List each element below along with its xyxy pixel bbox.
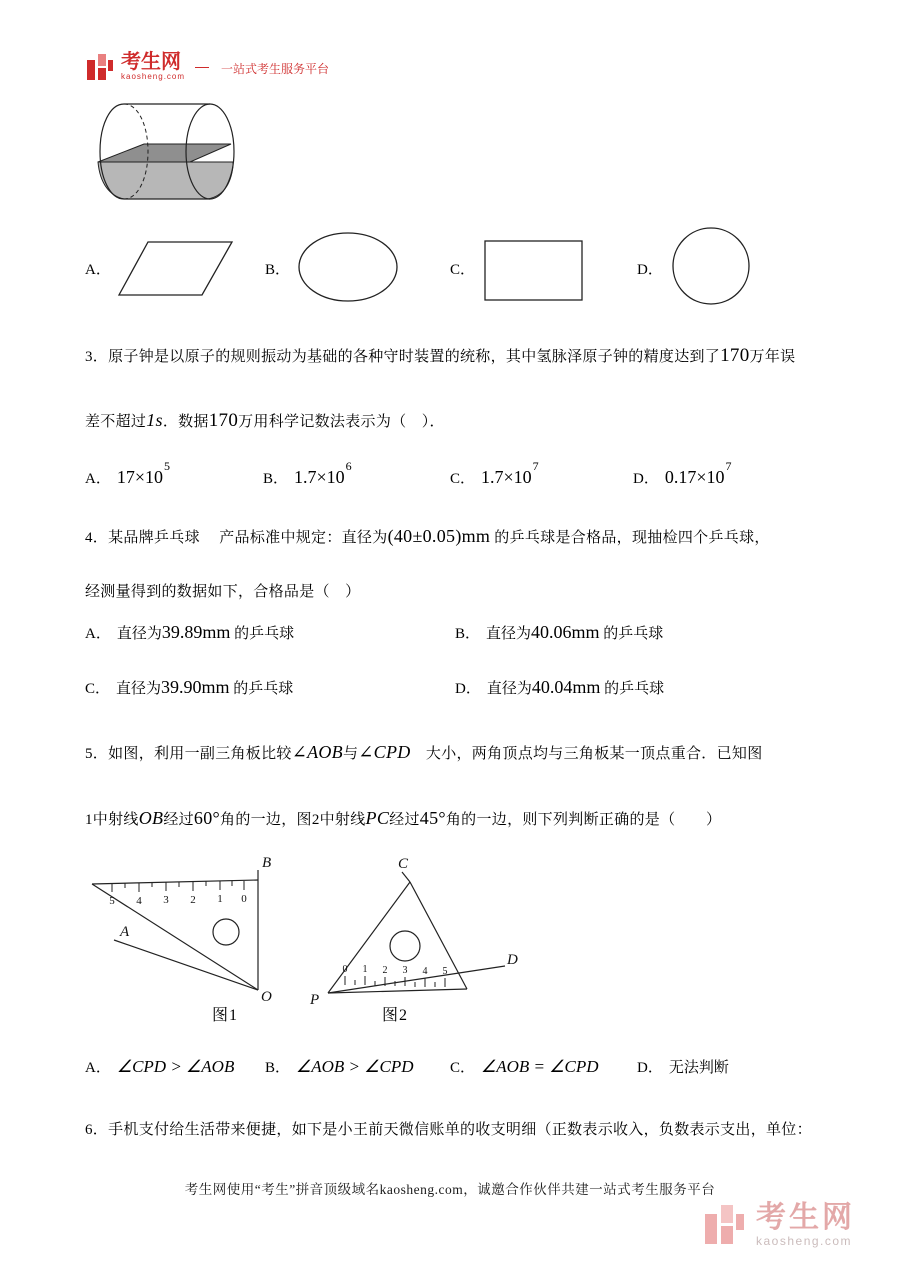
q3-text-3: 差不超过: [85, 414, 147, 430]
watermark-logo-icon: [702, 1202, 748, 1248]
q4-option-a-pre: 直径为: [116, 626, 162, 642]
ruler-numbers-1: [109, 893, 247, 907]
q5-angle-aob: ∠AOB: [291, 742, 343, 762]
q3-option-a-value: 17×10: [116, 467, 163, 487]
option-letter: B．: [265, 1060, 291, 1076]
option-letter: C．: [450, 1060, 476, 1076]
q5-text-1: 5．如图，利用一副三角板比较: [85, 746, 292, 762]
q4-option-c-pre: 直径为: [116, 681, 162, 697]
q4-option-a: [85, 622, 294, 643]
logo-domain: kaosheng.com: [121, 72, 186, 81]
label-B: B: [262, 855, 272, 871]
q4-option-b-pre: 直径为: [486, 626, 532, 642]
q5-text-2: 与: [342, 746, 359, 762]
triangle-2-edges: [328, 872, 505, 993]
q3-option-b: [263, 459, 352, 488]
q3-option-c-exponent: 7: [532, 459, 539, 473]
q5-option-b-value: ∠AOB > ∠CPD: [296, 1057, 414, 1076]
triangle-top-edge: [92, 880, 258, 884]
q5-angle-cpd: ∠CPD: [358, 742, 411, 762]
figure-1-labels: [119, 855, 272, 1005]
figure-2-caption: 图2: [382, 1007, 409, 1024]
site-logo: [85, 52, 329, 82]
q4-option-d-value: 40.04mm: [531, 677, 601, 697]
q3-option-d-exponent: 7: [725, 459, 732, 473]
q5-option-c: [450, 1056, 599, 1077]
q5-text-8: 角的一边，则下列判断正确的是（ ）: [445, 812, 722, 828]
q5-text-6: 角的一边，图2中射线: [220, 812, 366, 828]
watermark-domain: kaosheng.com: [756, 1234, 853, 1248]
q3-text-2: 万年误: [749, 349, 796, 365]
label-O: O: [261, 989, 272, 1005]
option-letter: B．: [263, 471, 289, 487]
kaosheng-logo-icon: [85, 52, 115, 82]
q5-ray-pc: PC: [365, 808, 390, 828]
question-3-line-2: [85, 410, 445, 432]
ruler1-num-2: 2: [190, 894, 196, 906]
question-5-line-2: [85, 808, 721, 829]
ruler-numbers-2: [343, 964, 448, 977]
q4-option-b-post: 的乒乓球: [599, 626, 664, 642]
q3-option-b-exponent: 6: [345, 459, 352, 473]
option-letter: D．: [637, 1060, 663, 1076]
ruler1-num-3: 3: [163, 894, 169, 906]
q5-option-a: [85, 1056, 234, 1077]
q5-angle-45: 45°: [419, 808, 446, 828]
question-6-line-1: 6．手机支付给生活带来便捷，如下是小王前天微信账单的收支明细（正数表示收入，负数表示支出，单位：: [85, 1122, 812, 1138]
option-letter: C．: [85, 681, 111, 697]
question-3-line-1: [85, 345, 795, 367]
option-letter: B．: [265, 262, 291, 278]
q3-option-a: [85, 459, 170, 488]
triangle-2-hole: [390, 931, 420, 961]
triangle-1-edges: [92, 870, 258, 990]
question-5-line-1: [85, 742, 763, 763]
q4-option-d-pre: 直径为: [486, 681, 532, 697]
q4-option-c-value: 39.90mm: [161, 677, 230, 697]
q4-option-b-value: 40.06mm: [531, 622, 600, 642]
q5-option-d: [637, 1056, 729, 1077]
q3-number-170-2: 170: [208, 410, 239, 431]
q5-option-d-value: 无法判断: [668, 1060, 729, 1076]
ruler2-num-4: 4: [422, 966, 428, 977]
q3-option-a-exponent: 5: [164, 459, 170, 473]
ruler2-num-2: 2: [382, 965, 388, 976]
option-letter: A．: [85, 471, 111, 487]
figure-1-triangle: [88, 854, 273, 1006]
q5-option-c-value: ∠AOB = ∠CPD: [481, 1057, 599, 1076]
liquid-surface: [98, 144, 231, 162]
q3-option-d-value: 0.17×10: [664, 467, 725, 487]
q4-option-d: [455, 677, 664, 698]
q3-text-1: 3．原子钟是以原子的规则振动为基础的各种守时装置的统称，其中氢脉泽原子钟的精度达到了: [85, 349, 721, 365]
option-letter: A．: [85, 1060, 111, 1076]
cylinder-figure: [88, 96, 248, 208]
ruler1-num-5: 5: [109, 895, 115, 907]
option-letter: B．: [455, 626, 481, 642]
ruler1-num-0: 0: [241, 893, 247, 905]
q3-option-b-value: 1.7×10: [294, 467, 345, 487]
q4-option-a-value: 39.89mm: [161, 622, 231, 642]
option-letter: D．: [637, 262, 663, 278]
option-letter: A．: [85, 626, 111, 642]
triangle-hypotenuse: [92, 884, 258, 990]
kaosheng-watermark: [702, 1202, 855, 1248]
ray-pc-tip: [402, 872, 410, 882]
option-letter: D．: [633, 471, 659, 487]
ellipse-shape: [297, 231, 399, 303]
label-C: C: [398, 856, 409, 872]
figure-2-labels: [309, 856, 518, 1008]
page-footer: 考生网使用“考生”拼音顶级域名kaosheng.com，诚邀合作伙伴共建一站式考生服务平台: [184, 1182, 716, 1197]
ray-oa: [114, 940, 258, 990]
label-P: P: [310, 992, 320, 1008]
q3-value-1s: 1s: [146, 410, 163, 430]
q4-option-c: [85, 677, 293, 698]
q3-text-5: 万用科学记数法表示为（ ）．: [238, 414, 445, 430]
circle-shape: [671, 226, 751, 306]
logo-text-block: [121, 52, 185, 81]
watermark-text-block: [756, 1202, 855, 1248]
question-4-line-2: 经测量得到的数据如下，合格品是（ ）: [85, 584, 361, 600]
label-A: A: [120, 924, 130, 940]
logo-tagline: 一站式考生服务平台: [221, 62, 330, 76]
watermark-name: 考生网: [756, 1201, 855, 1234]
ruler2-num-0: 0: [342, 964, 348, 975]
q5-option-b: [265, 1056, 414, 1077]
parallelogram-shape: [117, 240, 235, 298]
q2-option-a-label: [85, 258, 117, 279]
option-letter: C．: [450, 471, 476, 487]
ruler2-num-1: 1: [362, 964, 368, 975]
rectangle-shape: [484, 240, 584, 302]
q2-option-c-label: [450, 258, 481, 279]
q5-angle-60: 60°: [193, 808, 221, 828]
q5-ray-ob: OB: [138, 808, 164, 828]
q5-text-5: 经过: [163, 812, 194, 828]
q2-option-b-label: [265, 258, 296, 279]
option-letter: C．: [450, 262, 476, 278]
question-4-line-1: [85, 526, 770, 547]
q2-option-d-label: [637, 258, 669, 279]
q3-option-c: [450, 459, 539, 488]
q4-tolerance-value: (40±0.05)mm: [387, 526, 491, 546]
q5-text-7: 经过: [389, 812, 420, 828]
q4-option-c-post: 的乒乓球: [229, 681, 294, 697]
triangle-1-hole: [213, 919, 239, 945]
tagline-divider-line: [195, 67, 209, 68]
q3-number-170: 170: [720, 345, 750, 366]
option-letter: D．: [455, 681, 481, 697]
q4-text-2: 的乒乓球是合格品，现抽检四个乒乓球，: [490, 530, 770, 546]
figure-2-triangle: [298, 854, 528, 1010]
q4-text-1: 4．某品牌乒乓球 产品标准中规定：直径为: [85, 530, 388, 546]
label-D: D: [507, 952, 518, 968]
option-letter: A．: [85, 262, 111, 278]
q5-option-a-value: ∠CPD > ∠AOB: [116, 1057, 235, 1076]
ruler1-num-1: 1: [217, 893, 223, 905]
q4-option-b: [455, 622, 663, 643]
q5-text-4: 1中射线: [85, 812, 139, 828]
q4-option-d-post: 的乒乓球: [600, 681, 665, 697]
q3-text-4: ．数据: [162, 414, 209, 430]
q4-option-a-post: 的乒乓球: [230, 626, 295, 642]
q3-option-c-value: 1.7×10: [481, 467, 532, 487]
q3-option-d: [633, 459, 732, 488]
ruler2-num-3: 3: [402, 965, 408, 976]
figure-1-caption: 图1: [212, 1007, 239, 1024]
triangle-left-edge: [328, 882, 410, 993]
liquid-body: [98, 162, 233, 199]
ray-pd: [328, 966, 505, 993]
logo-name: 考生网: [121, 51, 181, 73]
ruler2-num-5: 5: [442, 966, 448, 977]
ruler1-num-4: 4: [136, 895, 142, 907]
q5-text-3: 大小，两角顶点均与三角板某一顶点重合．已知图: [410, 746, 763, 762]
